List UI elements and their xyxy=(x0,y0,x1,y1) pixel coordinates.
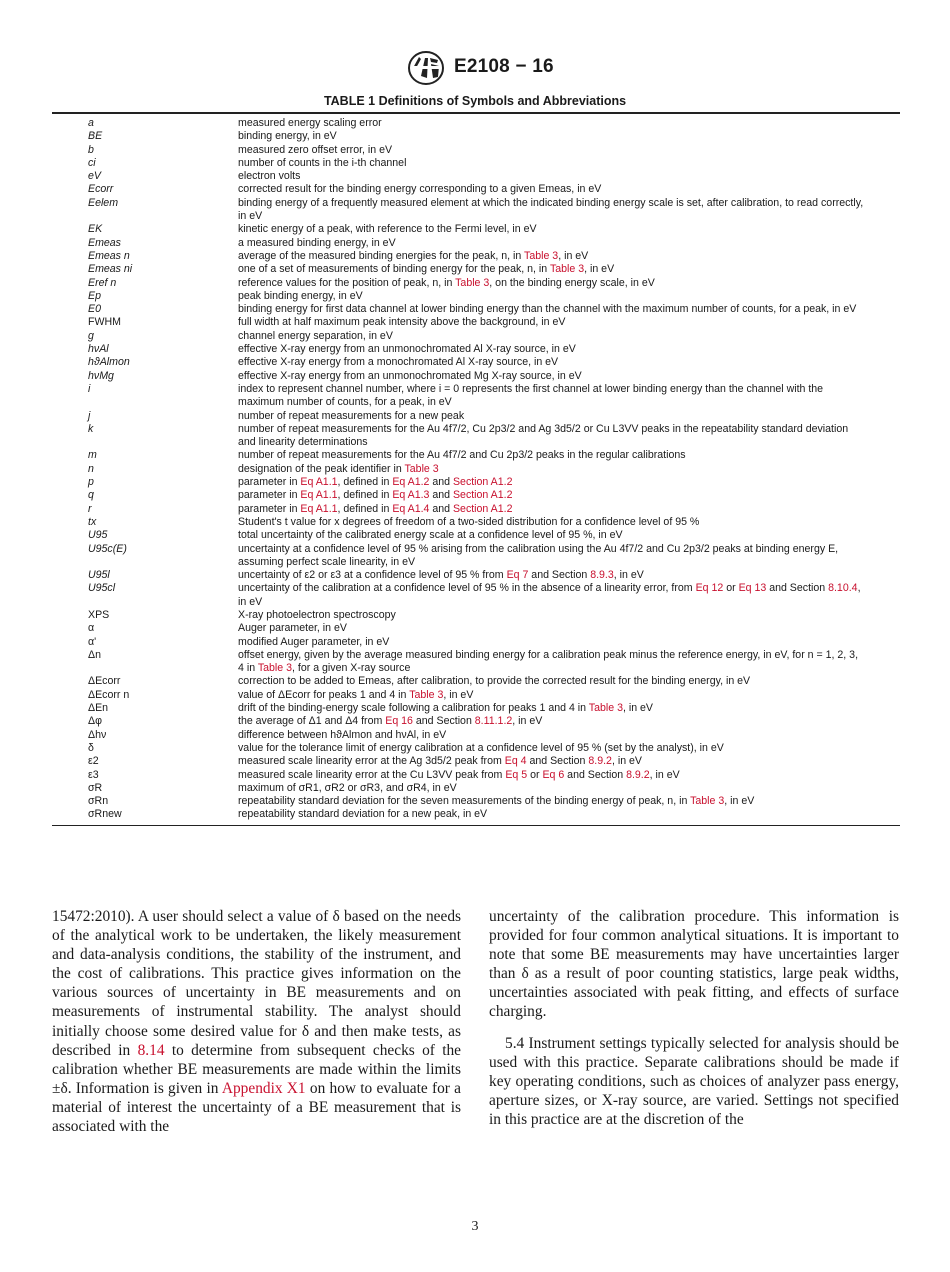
table-row xyxy=(52,795,900,808)
symbol-cell: E0 xyxy=(88,303,101,316)
paragraph-5-4: 5.4 Instrument settings typically selected for analysis should be used with this practice. Separate calibrations should be made if key operating conditions, such as choices of analyzer pass energy, aperture sizes, or X-ray source, are varied. Settings not specified in this practice are at the discretion of the xyxy=(489,1034,899,1128)
symbol-cell: U95l xyxy=(88,569,110,582)
table-row xyxy=(52,250,900,263)
text-run: , in eV xyxy=(649,768,680,781)
text-run: index to represent channel number, where i = 0 represents the first channel at lower binding energy than the channel with the maximum number of counts, for a peak, in eV xyxy=(238,382,824,409)
text-run: 15472:2010). A user should select a value of δ based on the needs of the analytical work to be undertaken, the likely measurement and data-analysis conditions, the stability of the instrument, and the cost of calibrations. This practice gives information on the various sources of uncertainty in BE measurements and on measurements of instrumental stability. The analyst should initially choose some desired value for δ and then make tests, as described in xyxy=(52,908,461,1059)
text-run: to determine from subsequent checks of the calibration whether BE measurements are made within the limits ±δ. Information is given in xyxy=(52,1041,462,1097)
table-row xyxy=(52,423,900,450)
table-row xyxy=(52,622,900,635)
text-run: value for the tolerance limit of energy calibration at a confidence level of 95 % (set by the analyst), in eV xyxy=(238,741,724,754)
definition-cell xyxy=(238,489,900,502)
reference-link[interactable]: Eq 12 xyxy=(695,582,724,595)
text-run: and Section xyxy=(528,569,591,582)
text-run: reference values for the position of peak, n, in xyxy=(238,276,456,289)
reference-link[interactable]: Eq 4 xyxy=(504,755,527,768)
symbol-cell: σR xyxy=(88,781,103,794)
table-row xyxy=(52,410,900,423)
reference-link[interactable]: Eq A1.4 xyxy=(392,502,430,515)
text-run: parameter in xyxy=(238,489,301,502)
symbol-cell: α xyxy=(88,622,95,635)
text-run: , defined in xyxy=(337,489,393,502)
definition-cell xyxy=(238,636,900,649)
definition-cell xyxy=(238,423,900,450)
definition-cell xyxy=(238,157,900,170)
table-row xyxy=(52,582,900,609)
text-run: effective X-ray energy from an unmonochromated Mg X-ray source, in eV xyxy=(238,369,582,382)
reference-link[interactable]: Table 3 xyxy=(690,795,725,808)
reference-link[interactable]: Eq 7 xyxy=(506,569,529,582)
reference-link[interactable]: Table 3 xyxy=(588,702,623,715)
text-run: parameter in xyxy=(238,476,301,489)
definition-cell xyxy=(238,263,900,276)
text-run: effective X-ray energy from a monochromated Al X-ray source, in eV xyxy=(238,356,559,369)
text-run: number of repeat measurements for a new peak xyxy=(238,409,465,422)
symbol-cell: j xyxy=(88,409,91,422)
definition-cell xyxy=(238,622,900,635)
text-run: number of repeat measurements for the Au 4f7/2, Cu 2p3/2 and Ag 3d5/2 or Cu L3VV peaks in the repeatability standard deviation and linearity determinations xyxy=(238,422,849,449)
table-row xyxy=(52,463,900,476)
table-row xyxy=(52,808,900,821)
table-row xyxy=(52,290,900,303)
definition-cell xyxy=(238,769,900,782)
text-run: measured zero offset error, in eV xyxy=(238,143,393,156)
text-run: value of ΔEcorr for peaks 1 and 4 in xyxy=(238,688,410,701)
symbol-cell: U95 xyxy=(88,529,108,542)
reference-link[interactable]: Eq A1.1 xyxy=(300,489,338,502)
table-row xyxy=(52,503,900,516)
page-number: 3 xyxy=(471,1219,479,1234)
definition-cell xyxy=(238,197,900,224)
symbol-cell: Δhν xyxy=(88,728,107,741)
table-row xyxy=(52,702,900,715)
table-row xyxy=(52,157,900,170)
symbol-cell: Emeas xyxy=(88,236,121,249)
symbol-cell: r xyxy=(88,502,92,515)
text-run: , in eV xyxy=(613,569,644,582)
definition-cell xyxy=(238,649,900,676)
table-row xyxy=(52,263,900,276)
table-row xyxy=(52,729,900,742)
table-row xyxy=(52,689,900,702)
text-run: X-ray photoelectron spectroscopy xyxy=(238,608,396,621)
symbol-cell: U95cl xyxy=(88,582,116,595)
table-row xyxy=(52,476,900,489)
reference-link[interactable]: Eq 13 xyxy=(738,582,767,595)
definition-cell xyxy=(238,729,900,742)
definition-cell xyxy=(238,117,900,130)
text-run: uncertainty of ε2 or ε3 at a confidence level of 95 % from xyxy=(238,569,507,582)
text-run: modified Auger parameter, in eV xyxy=(238,635,390,648)
text-run: designation of the peak identifier in xyxy=(238,462,405,475)
symbol-cell: g xyxy=(88,329,94,342)
table-row xyxy=(52,183,900,196)
definition-cell xyxy=(238,237,900,250)
table-row xyxy=(52,649,900,676)
table-row xyxy=(52,316,900,329)
symbol-cell: hϑAlmon xyxy=(88,356,130,369)
symbol-cell: ΔEcorr n xyxy=(88,688,130,701)
table-row xyxy=(52,742,900,755)
symbol-cell: XPS xyxy=(88,608,110,621)
text-run: repeatability standard deviation for a new peak, in eV xyxy=(238,808,488,821)
symbol-cell: BE xyxy=(88,130,103,143)
symbol-cell: Ep xyxy=(88,289,101,302)
symbol-cell: p xyxy=(88,476,94,489)
symbol-cell: ΔEcorr xyxy=(88,675,121,688)
table-row xyxy=(52,303,900,316)
reference-link[interactable]: Eq 5 xyxy=(505,768,528,781)
text-run: , in eV xyxy=(584,263,615,276)
text-run: peak binding energy, in eV xyxy=(238,289,363,302)
text-run: effective X-ray energy from an unmonochromated Al X-ray source, in eV xyxy=(238,343,576,356)
table-row xyxy=(52,383,900,410)
table-row xyxy=(52,543,900,570)
definition-cell xyxy=(238,316,900,329)
reference-link[interactable]: Table 3 xyxy=(409,688,444,701)
definition-cell xyxy=(238,290,900,303)
table-row xyxy=(52,529,900,542)
text-run: correction to be added to Emeas, after calibration, to provide the corrected result for the binding energy, in eV xyxy=(238,675,751,688)
table-row xyxy=(52,237,900,250)
table-row xyxy=(52,675,900,688)
definition-cell xyxy=(238,569,900,582)
symbol-cell: hνMg xyxy=(88,369,114,382)
symbol-cell: hνAl xyxy=(88,343,109,356)
text-run: and Section xyxy=(564,768,627,781)
text-run: number of counts in the i-th channel xyxy=(238,156,407,169)
text-run: , in eV xyxy=(622,702,654,715)
reference-link[interactable]: Section A1.2 xyxy=(452,502,513,515)
table-row xyxy=(52,170,900,183)
symbol-cell: Δn xyxy=(88,648,101,661)
definition-cell xyxy=(238,516,900,529)
text-run: difference between hϑAlmon and hνAl, in eV xyxy=(238,728,447,741)
text-run: , in eV xyxy=(238,582,861,608)
symbol-cell: ΔEn xyxy=(88,702,109,715)
text-run: corrected result for the binding energy corresponding to a given Emeas, in eV xyxy=(238,183,602,196)
symbol-cell: q xyxy=(88,489,94,502)
definition-cell xyxy=(238,277,900,290)
definition-cell xyxy=(238,144,900,157)
definition-cell xyxy=(238,689,900,702)
definition-cell xyxy=(238,755,900,768)
table-row xyxy=(52,343,900,356)
reference-link[interactable]: Section A1.2 xyxy=(452,489,513,502)
text-run: the average of Δ1 and Δ4 from xyxy=(238,715,386,728)
definition-cell xyxy=(238,170,900,183)
table-row xyxy=(52,223,900,236)
reference-link[interactable]: 8.11.1.2 xyxy=(474,715,513,728)
text-run: , defined in xyxy=(337,502,393,515)
body-column-left xyxy=(52,907,461,1136)
reference-link[interactable]: Section A1.2 xyxy=(452,476,513,489)
reference-link[interactable]: 8.10.4 xyxy=(828,582,858,595)
definition-cell xyxy=(238,715,900,728)
definition-cell xyxy=(238,543,900,570)
appendix-link[interactable]: Appendix X1 xyxy=(221,1079,306,1097)
symbol-cell: Ecorr xyxy=(88,183,114,196)
table-row xyxy=(52,130,900,143)
definition-cell xyxy=(238,130,900,143)
table-row xyxy=(52,197,900,224)
symbol-cell: m xyxy=(88,449,97,462)
definition-cell xyxy=(238,582,900,609)
text-run: Student's t value for x degrees of freedom of a two-sided distribution for a confidence level of 95 % xyxy=(238,515,700,528)
text-run: binding energy, in eV xyxy=(238,130,337,143)
page-header xyxy=(0,50,950,86)
definition-cell xyxy=(238,675,900,688)
paragraph-continued: uncertainty of the calibration procedure. This information is provided for four common analytical situations. It is important to note that some BE measurements may have uncertainties larger than δ as a result of poor counting statistics, large peak widths, uncertainties associated with peak fitting, and effects of surface charging. xyxy=(489,908,899,1021)
table-row xyxy=(52,277,900,290)
definition-cell xyxy=(238,383,900,410)
text-run: , in eV xyxy=(512,715,543,728)
table-row xyxy=(52,449,900,462)
text-run: and Section xyxy=(766,582,829,595)
symbol-cell: U95c(E) xyxy=(88,542,127,555)
document-id: E2108 − 16 xyxy=(454,56,554,77)
symbol-cell: EK xyxy=(88,223,103,236)
body-column-right xyxy=(489,907,899,1129)
text-run: total uncertainty of the calibrated energy scale at a confidence level of 95 %, in eV xyxy=(238,529,623,542)
definition-cell xyxy=(238,343,900,356)
symbol-cell: Emeas n xyxy=(88,249,130,262)
section-link[interactable]: 8.14 xyxy=(137,1041,165,1059)
definition-cell xyxy=(238,183,900,196)
table-row xyxy=(52,370,900,383)
table-row xyxy=(52,636,900,649)
table-row xyxy=(52,356,900,369)
paragraph-continued xyxy=(52,907,461,1136)
text-run: and xyxy=(429,502,453,515)
definition-cell xyxy=(238,223,900,236)
text-run: , in eV xyxy=(611,755,642,768)
reference-link[interactable]: Eq A1.1 xyxy=(300,502,338,515)
symbol-cell: δ xyxy=(88,741,94,754)
symbol-cell: i xyxy=(88,382,91,395)
definition-cell xyxy=(238,782,900,795)
table-row xyxy=(52,782,900,795)
text-run: electron volts xyxy=(238,170,301,183)
text-run: or xyxy=(527,768,543,781)
symbol-cell: ε3 xyxy=(88,768,99,781)
symbol-cell: eV xyxy=(88,170,101,183)
symbol-cell: n xyxy=(88,462,94,475)
symbol-cell: σRn xyxy=(88,795,109,808)
definition-cell xyxy=(238,303,900,316)
table-row xyxy=(52,516,900,529)
reference-link[interactable]: Eq A1.2 xyxy=(392,476,430,489)
reference-link[interactable]: Eq A1.1 xyxy=(300,476,338,489)
symbol-cell: FWHM xyxy=(88,316,121,329)
table-title: TABLE 1 Definitions of Symbols and Abbreviations xyxy=(323,94,627,108)
text-run: drift of the binding-energy scale following a calibration for peaks 1 and 4 in xyxy=(238,702,589,715)
text-run: or xyxy=(723,582,739,595)
text-run: Auger parameter, in eV xyxy=(238,622,347,635)
reference-link[interactable]: Table 3 xyxy=(549,263,585,276)
symbol-cell: Emeas ni xyxy=(88,263,133,276)
text-run: uncertainty at a confidence level of 95 % arising from the calibration using the Au 4f7/2 and Cu 2p3/2 peaks at binding energy E, assuming perfect scale linearity, in eV xyxy=(238,542,839,568)
reference-link[interactable]: Table 3 xyxy=(524,249,559,262)
symbol-cell: ε2 xyxy=(88,755,99,768)
symbol-cell: Eref n xyxy=(88,276,117,289)
reference-link[interactable]: Eq A1.3 xyxy=(392,489,430,502)
text-run: measured scale linearity error at the Ag 3d5/2 peak from xyxy=(238,755,505,768)
reference-link[interactable]: 8.9.3 xyxy=(590,569,614,582)
table-row xyxy=(52,489,900,502)
symbol-cell: tx xyxy=(88,515,97,528)
definition-cell xyxy=(238,356,900,369)
definition-cell xyxy=(238,795,900,808)
table-row xyxy=(52,330,900,343)
definition-cell xyxy=(238,410,900,423)
reference-link[interactable]: 8.9.2 xyxy=(588,755,612,768)
table-row xyxy=(52,715,900,728)
table-row xyxy=(52,769,900,782)
text-run: binding energy for first data channel at lower binding energy than the channel with the maximum number of counts, for a peak, in eV xyxy=(238,303,857,316)
text-run: and xyxy=(429,489,453,502)
definition-cell xyxy=(238,702,900,715)
definition-cell xyxy=(238,503,900,516)
text-run: full width at half maximum peak intensity above the background, in eV xyxy=(238,316,566,329)
definition-cell xyxy=(238,529,900,542)
reference-link[interactable]: Table 3 xyxy=(257,662,293,675)
table-row xyxy=(52,144,900,157)
definition-cell xyxy=(238,808,900,821)
text-run: channel energy separation, in eV xyxy=(238,329,393,342)
text-run: a measured binding energy, in eV xyxy=(238,236,396,249)
text-run: on how to evaluate for a material of interest the uncertainty of a BE measurement that is associated with the xyxy=(52,1079,461,1136)
symbol-cell: α' xyxy=(88,635,97,648)
text-run: measured energy scaling error xyxy=(238,117,382,129)
reference-link[interactable]: 8.9.2 xyxy=(626,768,650,781)
table-row xyxy=(52,569,900,582)
definition-cell xyxy=(238,742,900,755)
definition-cell xyxy=(238,330,900,343)
table-row xyxy=(52,117,900,130)
text-run: , on the binding energy scale, in eV xyxy=(489,276,655,289)
definition-cell xyxy=(238,449,900,462)
definition-cell xyxy=(238,609,900,622)
reference-link[interactable]: Eq 6 xyxy=(542,768,565,781)
symbol-cell: ci xyxy=(88,156,96,169)
text-run: , defined in xyxy=(337,476,393,489)
definition-cell xyxy=(238,250,900,263)
text-run: parameter in xyxy=(238,502,301,515)
text-run: maximum of σR1, σR2 or σR3, and σR4, in eV xyxy=(238,781,457,794)
symbol-cell: a xyxy=(88,117,94,129)
text-run: repeatability standard deviation for the seven measurements of the binding energy of peak, n, in xyxy=(238,795,691,808)
text-run: binding energy of a frequently measured element at which the indicated binding energy scale is set, after calibration, to read correctly, in eV xyxy=(238,196,864,223)
reference-link[interactable]: Eq 16 xyxy=(385,715,413,728)
text-run: average of the measured binding energies for the peak, n, in xyxy=(238,249,525,262)
text-run: offset energy, given by the average measured binding energy for a calibration peak minus the reference energy, in eV, for n = 1, 2, 3, 4 in xyxy=(238,648,859,675)
text-run: , in eV xyxy=(724,795,755,808)
symbols-table xyxy=(52,112,900,826)
definition-cell xyxy=(238,476,900,489)
astm-logo-icon xyxy=(407,50,445,86)
definition-cell xyxy=(238,370,900,383)
table-row xyxy=(52,609,900,622)
text-run: and xyxy=(429,476,453,489)
symbol-cell: k xyxy=(88,422,94,435)
text-run: number of repeat measurements for the Au 4f7/2 and Cu 2p3/2 peaks in the regular calibrations xyxy=(238,449,686,462)
symbol-cell: Δφ xyxy=(88,715,102,728)
text-run: one of a set of measurements of binding energy for the peak, n, in xyxy=(238,263,550,276)
text-run: , in eV xyxy=(443,688,474,701)
text-run: measured scale linearity error at the Cu L3VV peak from xyxy=(238,768,506,781)
reference-link[interactable]: Table 3 xyxy=(404,462,439,475)
symbol-cell: Eelem xyxy=(88,196,119,209)
text-run: kinetic energy of a peak, with reference to the Fermi level, in eV xyxy=(238,223,537,236)
reference-link[interactable]: Table 3 xyxy=(455,276,490,289)
text-run: uncertainty of the calibration at a confidence level of 95 % in the absence of a linearity error, from xyxy=(238,582,696,595)
symbol-cell: b xyxy=(88,143,94,156)
definition-cell xyxy=(238,463,900,476)
table-row xyxy=(52,755,900,768)
text-run: and Section xyxy=(526,755,589,768)
text-run: , for a given X-ray source xyxy=(292,662,411,675)
text-run: , in eV xyxy=(558,249,589,262)
symbol-cell: σRnew xyxy=(88,808,122,821)
text-run: and Section xyxy=(412,715,475,728)
